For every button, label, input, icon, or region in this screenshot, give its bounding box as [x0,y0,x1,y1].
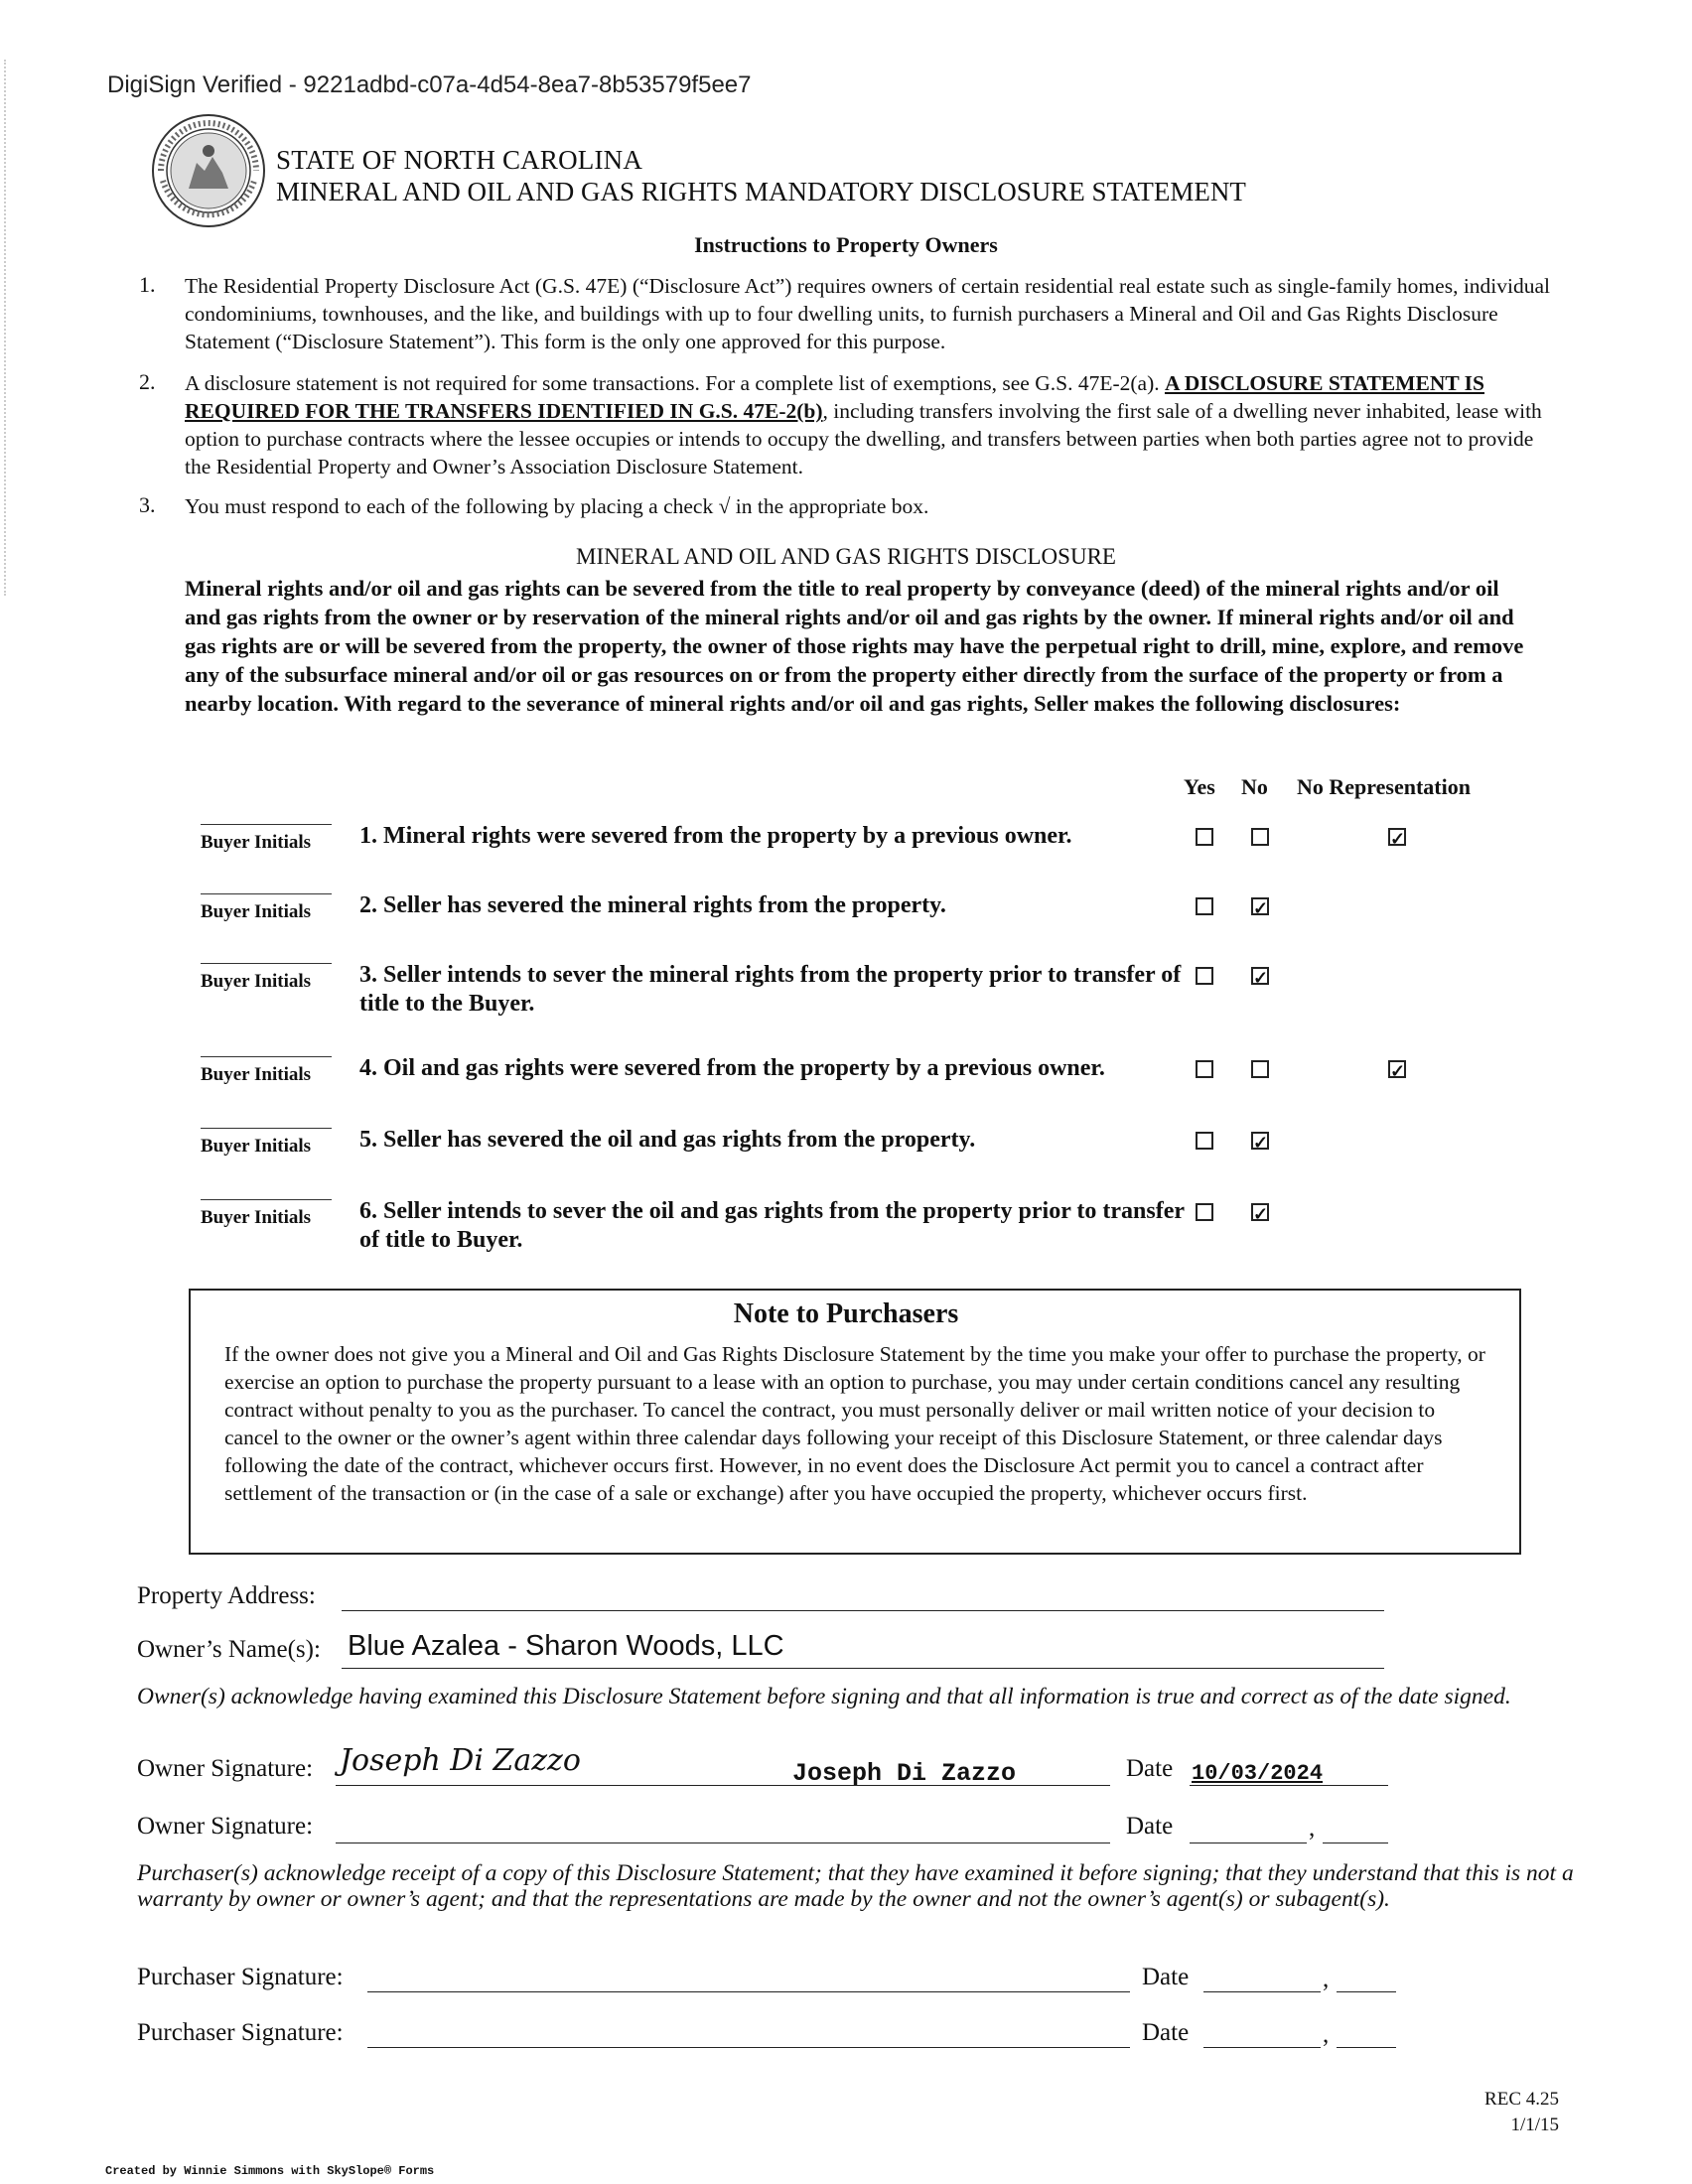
checkbox-yes-q6[interactable] [1196,1203,1213,1221]
buyer-initials-field[interactable] [201,1056,332,1057]
purchaser-acknowledgement: Purchaser(s) acknowledge receipt of a copy of this Disclosure Statement; that they have examined it before signing; that they understand that this is not a warranty by owner or owner’s agent; and that the representations are made by the owner and not the owner’s agent(s) or subagent(s). [137,1860,1574,1912]
instructions-title: Instructions to Property Owners [694,232,998,257]
created-by-footer: Created by Winnie Simmons with SkySlope® Forms [105,2164,435,2178]
column-header-no-representation: No Representation [1297,774,1471,799]
owner-acknowledgement: Owner(s) acknowledge having examined this Disclosure Statement before signing and that all information is true and correct as of the date signed. [137,1684,1511,1709]
instruction-number: 2. [139,369,156,394]
buyer-initials-label: Buyer Initials [201,1207,312,1228]
disclosure-section-body: Mineral rights and/or oil and gas rights can be severed from the title to real property by conveyance (deed) of the mineral rights and/or oil and gas rights from the owner or by reservation of the mineral rights and/or oil and gas rights by the owner. If mineral rights and/or oil and gas rights are or will be severed from the property, the owner of those rights may have the perpetual right to drill, mine, explore, and remove any of the subsurface mineral and/or oil or gas resources on or from the property either directly from the surface of the property or from a nearby location. With regard to the severance of mineral rights and/or oil and gas rights, Seller makes the following disclosures: [185,576,1524,716]
checkbox-no-q3[interactable]: ✓ [1253,968,1269,988]
disclosure-question-1: 1. Mineral rights were severed from the property by a previous owner. [359,823,1072,849]
disclosure-question-4: 4. Oil and gas rights were severed from the property by a previous owner. [359,1055,1105,1081]
disclosure-question-5: 5. Seller has severed the oil and gas rights from the property. [359,1127,976,1153]
owner-date-label: Date [1126,1755,1174,1782]
column-header-no: No [1241,774,1268,799]
purchaser-signature-field[interactable] [367,1991,1130,1992]
purchaser-signature-label-2: Purchaser Signature: [137,2019,344,2046]
buyer-initials-label: Buyer Initials [201,1136,312,1157]
date-comma: , [1323,2021,1330,2048]
instruction-2-required-notice: A DISCLOSURE STATEMENT IS REQUIRED FOR THE TRANSFERS IDENTIFIED IN G.S. 47E-2(b) [185,371,1484,423]
buyer-initials-field[interactable] [201,963,332,964]
form-code: REC 4.25 [1484,2089,1559,2110]
instruction-2 [185,369,1561,480]
buyer-initials-field[interactable] [201,824,332,825]
buyer-initials-label: Buyer Initials [201,901,312,922]
checkbox-no-q1[interactable] [1251,828,1269,846]
instruction-number: 1. [139,272,156,297]
checkbox-no-q4[interactable] [1251,1060,1269,1078]
checkbox-yes-q4[interactable] [1196,1060,1213,1078]
owners-names-label: Owner’s Name(s): [137,1636,321,1663]
instruction-2-text-a: A disclosure statement is not required for some transactions. For a complete list of exemptions, see G.S. 47E-2(a). [185,371,1165,395]
checkbox-yes-q5[interactable] [1196,1132,1213,1150]
buyer-initials-field[interactable] [201,1199,332,1200]
purchaser-date-label-2: Date [1142,2019,1190,2046]
owner-date-value: 10/03/2024 [1192,1761,1324,1786]
instruction-number: 3. [139,492,156,517]
disclosure-section-title: MINERAL AND OIL AND GAS RIGHTS DISCLOSURE [576,544,1116,569]
checkbox-no-q5[interactable]: ✓ [1253,1133,1269,1153]
checkbox-no-q2[interactable]: ✓ [1253,898,1269,918]
disclosure-question-2: 2. Seller has severed the mineral rights from the property. [359,892,946,918]
purchaser-date-label: Date [1142,1964,1190,1990]
property-address-label: Property Address: [137,1582,316,1609]
form-date: 1/1/15 [1510,2115,1559,2135]
owner-signature-printed: Joseph Di Zazzo [792,1759,1017,1788]
purchaser-year-field-2[interactable] [1337,2047,1396,2048]
instruction-2-text-b: , including transfers involving the first sale of a dwelling never inhabited, lease with option to purchase contracts where the lessee occupies or intends to occupy the dwelling, and transfers between parties when both parties agree not to provide the Residential Property and Owner’s Association Disclosure Statement. [185,399,1542,478]
nc-real-estate-commission-seal-icon [149,111,268,230]
purchaser-signature-label: Purchaser Signature: [137,1964,344,1990]
purchaser-signature-field-2[interactable] [367,2047,1130,2048]
note-body: If the owner does not give you a Mineral and Oil and Gas Rights Disclosure Statement by the time you make your offer to purchase the property, or exercise an option to purchase the property pursuant to a lease with an option to purchase, you may under certain conditions cancel any resulting contract without penalty to you as the purchaser. To cancel the contract, you must personally deliver or mail written notice of your decision to cancel to the owner or the owner’s agent within three calendar days following your receipt of this Disclosure Statement, or three calendar days following the date of the contract, whichever occurs first. However, in no event does the Disclosure Act permit you to cancel a contract after settlement of the transaction or (in the case of a sale or exchange) after you have occupied the property, whichever occurs first. [224,1342,1485,1505]
disclosure-question-3: 3. Seller intends to sever the mineral rights from the property prior to transfer of title to the Buyer. [359,962,1182,1017]
owner-signature-label-2: Owner Signature: [137,1813,314,1840]
digisign-verification: DigiSign Verified - 9221adbd-c07a-4d54-8ea7-8b53579f5ee7 [107,71,752,98]
owner-signature-script: Joseph Di Zazzo [340,1743,581,1778]
purchaser-date-field-2[interactable] [1203,2047,1321,2048]
form-title: MINERAL AND OIL AND GAS RIGHTS MANDATORY DISCLOSURE STATEMENT [276,177,1246,206]
instruction-3: You must respond to each of the following by placing a check √ in the appropriate box. [185,494,929,518]
owners-names-field[interactable] [342,1668,1384,1669]
buyer-initials-label: Buyer Initials [201,1064,312,1085]
owners-names-value: Blue Azalea - Sharon Woods, LLC [348,1630,784,1662]
checkbox-nr-q1[interactable]: ✓ [1390,829,1406,849]
checkbox-no-q6[interactable]: ✓ [1253,1204,1269,1224]
state-title: STATE OF NORTH CAROLINA [276,145,643,175]
disclosure-question-6: 6. Seller intends to sever the oil and gas rights from the property prior to transfer of title to Buyer. [359,1198,1185,1253]
instruction-1: The Residential Property Disclosure Act (G.S. 47E) (“Disclosure Act”) requires owners of certain residential real estate such as single-family homes, individual condominiums, townhouses, and the like, and buildings with up to four dwelling units, to furnish purchasers a Mineral and Oil and Gas Rights Disclosure Statement (“Disclosure Statement”). This form is the only one approved for this purpose. [185,274,1551,353]
checkbox-yes-q3[interactable] [1196,967,1213,985]
date-comma: , [1323,1966,1330,1992]
purchaser-year-field[interactable] [1337,1991,1396,1992]
column-header-yes: Yes [1184,774,1215,799]
buyer-initials-label: Buyer Initials [201,832,312,853]
checkbox-yes-q1[interactable] [1196,828,1213,846]
note-title: Note to Purchasers [733,1298,959,1329]
scan-margin-dots [4,60,8,596]
checkbox-nr-q4[interactable]: ✓ [1390,1061,1406,1081]
date-comma: , [1309,1815,1316,1842]
buyer-initials-field[interactable] [201,1128,332,1129]
owner-date-label-2: Date [1126,1813,1174,1840]
purchaser-date-field[interactable] [1203,1991,1321,1992]
buyer-initials-label: Buyer Initials [201,971,312,992]
checkbox-yes-q2[interactable] [1196,897,1213,915]
buyer-initials-field[interactable] [201,893,332,894]
owner-signature-label: Owner Signature: [137,1755,314,1782]
property-address-field[interactable] [342,1610,1384,1611]
